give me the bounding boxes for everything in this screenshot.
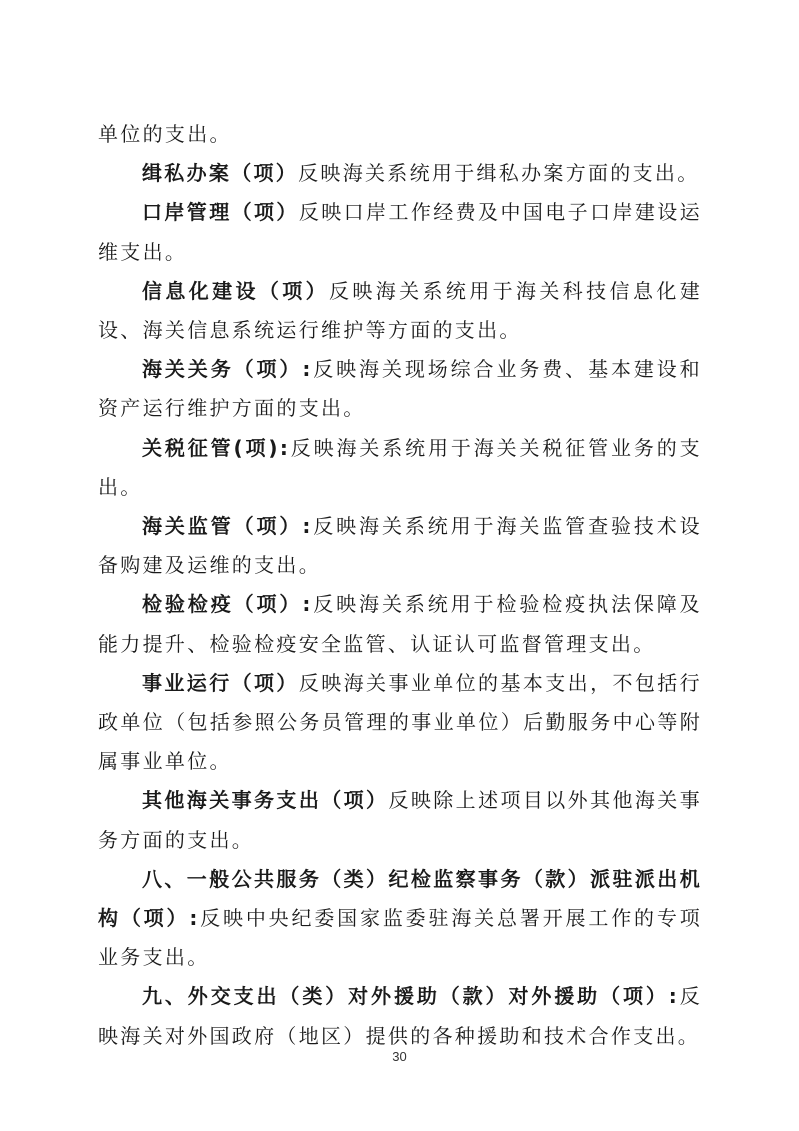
paragraph-institution-operation <box>98 664 702 782</box>
paragraph-body: 反映中央纪委国家监委驻海关总署开展工作的专项业务支出。 <box>98 906 702 970</box>
paragraph-body: 反映海关系统用于海关关税征管业务的支出。 <box>98 435 702 499</box>
paragraph-body: 反映海关事业单位的基本支出，不包括行政单位（包括参照公务员管理的事业单位）后勤服务中心等附属事业单位。 <box>98 670 702 774</box>
paragraph-body: 反映海关对外国政府（地区）提供的各种援助和技术合作支出。 <box>98 984 702 1048</box>
paragraph-customs-affairs <box>98 350 702 428</box>
page-number: 30 <box>392 1049 407 1064</box>
paragraph-term: 信息化建设（项） <box>142 278 330 303</box>
paragraph-term: 其他海关事务支出（项） <box>142 788 389 813</box>
paragraph-continuation <box>98 115 702 154</box>
paragraph-body: 反映海关系统用于海关科技信息化建设、海关信息系统运行维护等方面的支出。 <box>98 278 702 343</box>
paragraph-section-eight <box>98 860 702 978</box>
paragraph-body: 反映口岸工作经费及中国电子口岸建设运维支出。 <box>98 200 702 264</box>
paragraph-body: 反映海关现场综合业务费、基本建设和资产运行维护方面的支出。 <box>98 357 702 421</box>
paragraph-term: 口岸管理（项） <box>142 200 299 225</box>
paragraph-other-customs <box>98 781 702 859</box>
paragraph-body: 反映除上述项目以外其他海关事务方面的支出。 <box>98 788 702 852</box>
paragraph-body: 单位的支出。 <box>98 122 232 146</box>
paragraph-term: 事业运行（项） <box>142 670 299 695</box>
paragraph-term: 海关监管（项）: <box>142 514 313 539</box>
paragraph-informatization <box>98 272 702 350</box>
paragraph-body: 反映海关系统用于检验检疫执法保障及能力提升、检验检疫安全监管、认证认可监督管理支出。 <box>98 592 702 656</box>
paragraph-customs-supervision <box>98 507 702 585</box>
paragraph-body: 反映海关系统用于海关监管查验技术设备购建及运维的支出。 <box>98 514 702 578</box>
paragraph-term: 九、外交支出（类）对外援助（款）对外援助（项）: <box>142 984 680 1009</box>
document-body <box>98 115 702 1056</box>
paragraph-port-management <box>98 193 702 271</box>
paragraph-tariff-collection <box>98 429 702 507</box>
paragraph-term: 海关关务（项）: <box>142 357 313 382</box>
paragraph-term: 缉私办案（项） <box>142 161 299 186</box>
paragraph-section-nine <box>98 977 702 1055</box>
paragraph-body: 反映海关系统用于缉私办案方面的支出。 <box>298 161 700 186</box>
paragraph-inspection-quarantine <box>98 585 702 663</box>
paragraph-term: 关税征管(项): <box>142 435 291 460</box>
paragraph-smuggling-cases <box>98 154 702 193</box>
paragraph-term: 检验检疫（项）: <box>142 592 313 617</box>
paragraph-term: 八、一般公共服务（类）纪检监察事务（款）派驻派出机构（项）: <box>98 866 702 931</box>
